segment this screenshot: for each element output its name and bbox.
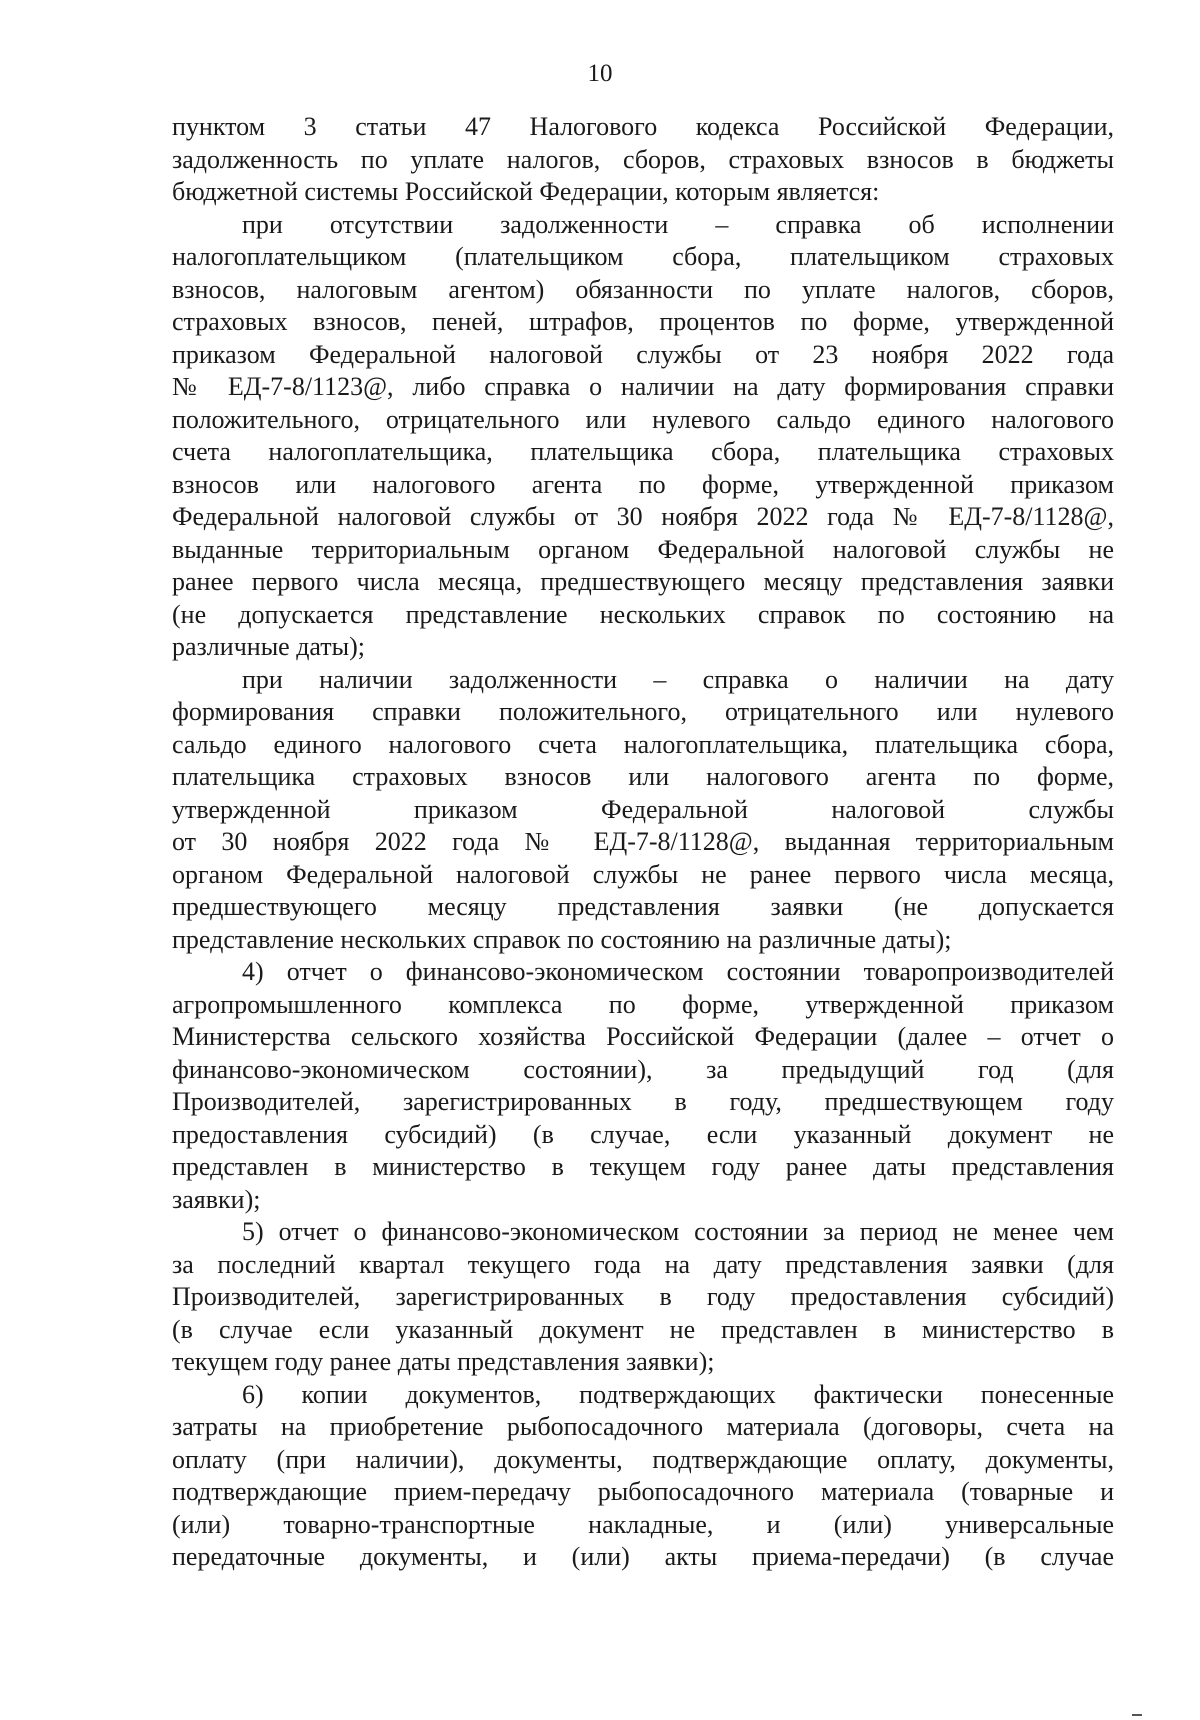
text-line: налогоплательщиком (плательщиком сбора, плательщиком страховых xyxy=(172,242,1114,271)
text-line: от 30 ноября 2022 года № ЕД-7-8/1128@, выданная территориальным xyxy=(172,827,1114,856)
text-line: плательщика страховых взносов или налогового агента по форме, xyxy=(172,762,1114,791)
paragraph-item-4 xyxy=(172,956,1114,1216)
paragraph-with-debt xyxy=(172,664,1114,957)
text-line: сальдо единого налогового счета налогоплательщика, плательщика сбора, xyxy=(172,729,1114,759)
text-line: страховых взносов, пеней, штрафов, процентов по форме, утвержденной xyxy=(172,307,1114,336)
text-line: предоставления субсидий) (в случае, если указанный документ не xyxy=(172,1119,1114,1149)
text-line: затраты на приобретение рыбопосадочного материала (договоры, счета на xyxy=(172,1412,1114,1441)
text-line: 6) копии документов, подтверждающих фактически понесенные xyxy=(242,1379,1114,1409)
scan-mark xyxy=(1132,1714,1142,1716)
text-line: Производителей, зарегистрированных в году предоставления субсидий) xyxy=(172,1282,1114,1311)
page-number: 10 xyxy=(587,60,613,87)
text-line: положительного, отрицательного или нулевого сальдо единого налогового xyxy=(172,404,1114,434)
text-line: выданные территориальным органом Федеральной налоговой службы не xyxy=(172,534,1114,564)
text-line: различные даты); xyxy=(172,632,366,661)
text-line: счета налогоплательщика, плательщика сбора, плательщика страховых xyxy=(172,437,1114,466)
text-line: Федеральной налоговой службы от 30 ноября 2022 года № ЕД-7-8/1128@, xyxy=(172,502,1114,531)
text-line: при отсутствии задолженности – справка об исполнении xyxy=(242,209,1114,239)
text-line: при наличии задолженности – справка о наличии на дату xyxy=(242,664,1114,694)
text-line: взносов или налогового агента по форме, утвержденной приказом xyxy=(172,469,1114,499)
text-line: (или) товарно-транспортные накладные, и (или) универсальные xyxy=(172,1509,1114,1539)
text-line: взносов, налоговым агентом) обязанности по уплате налогов, сборов, xyxy=(172,274,1114,304)
text-line: бюджетной системы Российской Федерации, которым является: xyxy=(172,177,880,206)
text-line: Министерства сельского хозяйства Российской Федерации (далее – отчет о xyxy=(172,1022,1114,1051)
text-line: (в случае если указанный документ не представлен в министерство в xyxy=(172,1314,1114,1344)
text-line: за последний квартал текущего года на дату представления заявки (для xyxy=(172,1249,1114,1279)
text-line: представлен в министерство в текущем году ранее даты представления xyxy=(172,1152,1114,1181)
text-line: (не допускается представление нескольких справок по состоянию на xyxy=(172,599,1114,629)
text-line: финансово-экономическом состоянии), за предыдущий год (для xyxy=(172,1054,1114,1084)
text-line: подтверждающие прием-передачу рыбопосадочного материала (товарные и xyxy=(172,1477,1114,1506)
text-line: ранее первого числа месяца, предшествующего месяцу представления заявки xyxy=(172,567,1114,596)
document-body xyxy=(172,111,1114,1574)
text-line: текущем году ранее даты представления заявки); xyxy=(172,1347,715,1376)
text-line: приказом Федеральной налоговой службы от 23 ноября 2022 года xyxy=(172,339,1114,369)
text-line: оплату (при наличии), документы, подтверждающие оплату, документы, xyxy=(172,1444,1114,1474)
text-line: передаточные документы, и (или) акты приема-передачи) (в случае xyxy=(172,1542,1114,1571)
text-line: предшествующего месяцу представления заявки (не допускается xyxy=(172,892,1114,921)
text-line: заявки); xyxy=(172,1184,261,1214)
text-line: представление нескольких справок по состоянию на различные даты); xyxy=(172,924,952,954)
text-line: задолженность по уплате налогов, сборов, страховых взносов в бюджеты xyxy=(172,144,1114,174)
paragraph-no-debt xyxy=(172,209,1114,664)
text-line: Производителей, зарегистрированных в году, предшествующем году xyxy=(172,1087,1114,1116)
text-line: 4) отчет о финансово-экономическом состоянии товаропроизводителей xyxy=(242,957,1114,986)
text-line: агропромышленного комплекса по форме, утвержденной приказом xyxy=(172,989,1114,1019)
text-line: утвержденной приказом Федеральной налоговой службы xyxy=(172,794,1114,824)
text-line: пунктом 3 статьи 47 Налогового кодекса Российской Федерации, xyxy=(172,112,1114,141)
text-line: формирования справки положительного, отрицательного или нулевого xyxy=(172,697,1114,726)
text-line: № ЕД-7-8/1123@, либо справка о наличии на дату формирования справки xyxy=(172,372,1114,401)
text-line: 5) отчет о финансово-экономическом состоянии за период не менее чем xyxy=(242,1217,1114,1246)
text-line: органом Федеральной налоговой службы не ранее первого числа месяца, xyxy=(172,859,1114,889)
paragraph-item-5 xyxy=(172,1216,1114,1379)
paragraph-item-6 xyxy=(172,1379,1114,1574)
paragraph-intro xyxy=(172,111,1114,209)
